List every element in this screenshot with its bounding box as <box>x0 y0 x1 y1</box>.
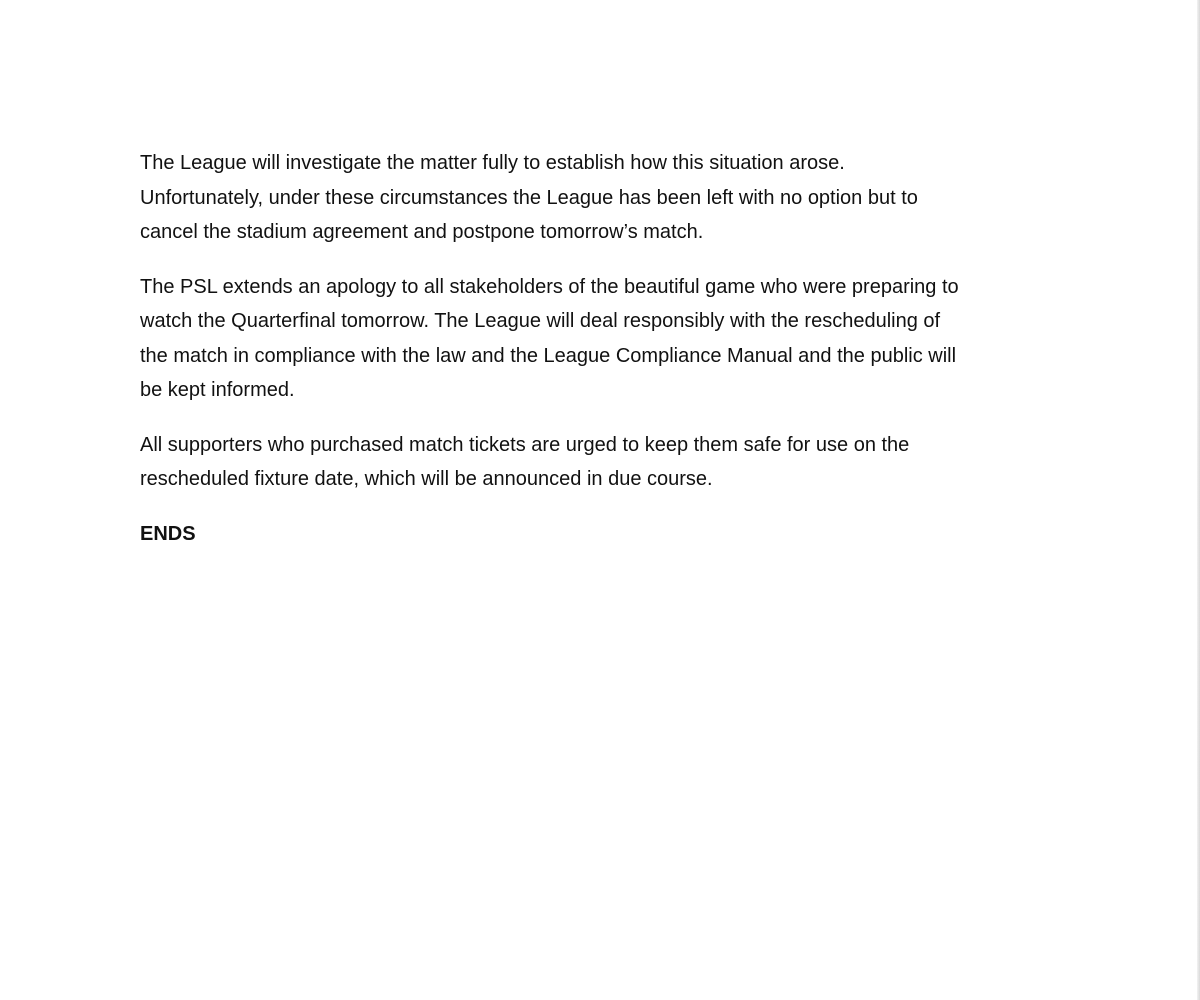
paragraph-tickets <box>140 428 1080 497</box>
paragraph-line: rescheduled fixture date, which will be announced in due course. <box>140 468 713 490</box>
document-body <box>140 146 1080 551</box>
paragraph-line: cancel the stadium agreement and postpone tomorrow’s match. <box>140 221 704 243</box>
paragraph-line: All supporters who purchased match tickets are urged to keep them safe for use on the <box>140 433 910 456</box>
paragraph-line: The PSL extends an apology to all stakeholders of the beautiful game who were preparing to <box>140 275 959 298</box>
paragraph-line: the match in compliance with the law and the League Compliance Manual and the public will <box>140 344 957 367</box>
paragraph-line: be kept informed. <box>140 379 295 401</box>
paragraph-investigation <box>140 146 1080 250</box>
paragraph-apology <box>140 270 1080 408</box>
paragraph-line: Unfortunately, under these circumstances the League has been left with no option but to <box>140 186 918 209</box>
ends-marker: ENDS <box>140 522 196 545</box>
paragraph-line: The League will investigate the matter fully to establish how this situation arose. <box>140 152 845 174</box>
paragraph-line: watch the Quarterfinal tomorrow. The League will deal responsibly with the rescheduling of <box>140 310 941 332</box>
